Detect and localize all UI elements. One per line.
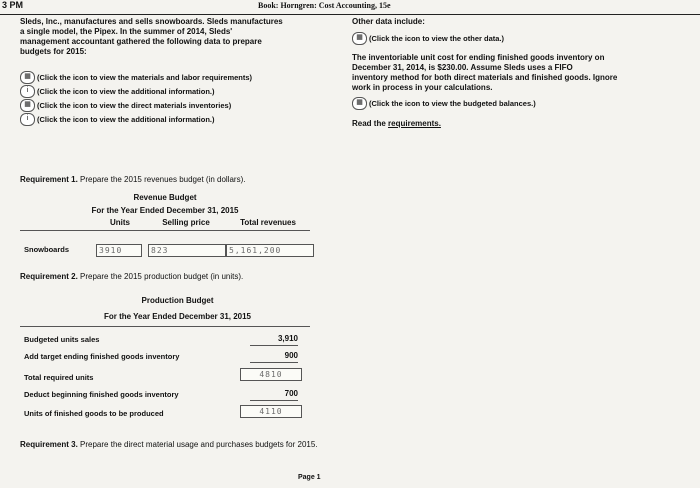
- row-label: Units of finished goods to be produced: [24, 409, 164, 418]
- beginning-inventory-value: 700: [284, 389, 298, 398]
- divider: [250, 362, 298, 363]
- page-number: Page 1: [298, 474, 321, 481]
- divider: [250, 345, 298, 346]
- table-icon[interactable]: ▦: [20, 71, 35, 84]
- right-column: [352, 17, 682, 129]
- table-icon[interactable]: ▦: [352, 32, 367, 45]
- units-input[interactable]: 3910: [96, 244, 142, 257]
- inventories-link[interactable]: ▦ (Click the icon to view the direct materials inventories): [20, 98, 338, 112]
- budgeted-units-value: 3,910: [277, 334, 298, 343]
- book-title: Book: Horngren: Cost Accounting, 15e: [258, 1, 391, 10]
- snowboards-label: Snowboards: [24, 245, 70, 254]
- divider: [250, 400, 298, 401]
- intro-line: management accountant gathered the following data to prepare: [20, 37, 262, 46]
- requirements-link[interactable]: requirements.: [388, 119, 441, 128]
- table-icon[interactable]: ▦: [352, 97, 367, 110]
- total-revenues-input[interactable]: 5,161,200: [226, 244, 314, 257]
- info-icon[interactable]: i: [20, 85, 35, 98]
- intro-line: budgets for 2015:: [20, 47, 87, 56]
- req3-heading: Requirement 3. Prepare the direct material usage and purchases budgets for 2015.: [20, 440, 318, 449]
- divider: [20, 326, 310, 327]
- intro-line: a single model, the Pipex. In the summer of 2014, Sleds': [20, 27, 233, 36]
- units-to-produce-input[interactable]: 4110: [240, 405, 302, 418]
- revenue-budget-subtitle: For the Year Ended December 31, 2015: [91, 206, 239, 215]
- intro-line: Sleds, Inc., manufactures and sells snowboards. Sleds manufactures: [20, 17, 283, 26]
- other-data-link[interactable]: ▦ (Click the icon to view the other data.): [352, 31, 682, 45]
- info-links: [20, 70, 338, 126]
- total-required-input[interactable]: 4810: [240, 368, 302, 381]
- time-label: 3 PM: [2, 0, 24, 10]
- target-ending-value: 900: [284, 351, 298, 360]
- col-selling-price: Selling price: [162, 218, 210, 227]
- other-data-title: Other data include:: [352, 17, 425, 26]
- row-label: Budgeted units sales: [24, 335, 100, 344]
- table-icon[interactable]: ▦: [20, 99, 35, 112]
- selling-price-input[interactable]: 823: [148, 244, 226, 257]
- fifo-paragraph: The inventoriable unit cost for ending finished goods inventory on December 31, 2014, is $230.00. Assume Sleds uses a FIFO inventory method for both direct materials and finished goods. Ignore work in process in your calculations.: [352, 53, 618, 92]
- additional-info-link-2[interactable]: i (Click the icon to view the additional information.): [20, 112, 338, 126]
- materials-link[interactable]: ▦ (Click the icon to view the materials and labor requirements): [20, 70, 338, 84]
- balances-link[interactable]: ▦ (Click the icon to view the budgeted balances.): [352, 96, 682, 110]
- row-label: Total required units: [24, 373, 94, 382]
- info-icon[interactable]: i: [20, 113, 35, 126]
- additional-info-link-1[interactable]: i (Click the icon to view the additional information.): [20, 84, 338, 98]
- production-budget-title: Production Budget: [141, 296, 214, 305]
- col-units: Units: [110, 218, 130, 227]
- revenue-budget-title: Revenue Budget: [133, 193, 197, 202]
- col-total-revenues: Total revenues: [240, 218, 296, 227]
- req2-heading: Requirement 2. Prepare the 2015 production budget (in units).: [20, 272, 244, 281]
- intro-paragraph: [20, 17, 338, 57]
- row-label: Add target ending finished goods inventory: [24, 352, 180, 361]
- divider: [20, 230, 310, 231]
- production-budget-subtitle: For the Year Ended December 31, 2015: [103, 312, 252, 321]
- read-requirements: Read the requirements.: [352, 119, 441, 128]
- req1-heading: Requirement 1. Prepare the 2015 revenues budget (in dollars).: [20, 175, 246, 184]
- row-label: Deduct beginning finished goods inventory: [24, 390, 179, 399]
